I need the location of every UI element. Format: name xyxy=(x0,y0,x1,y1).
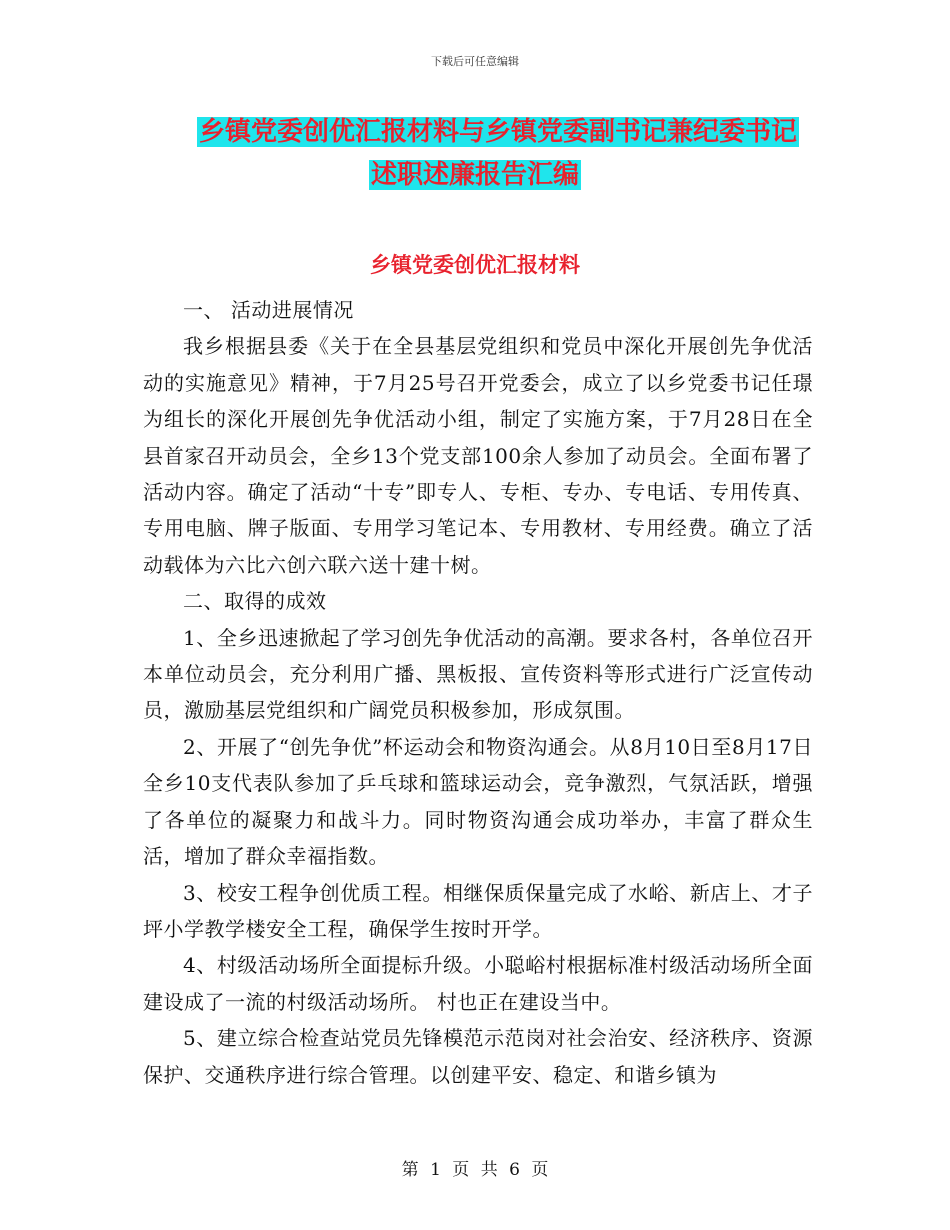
heading-results: 二、取得的成效 xyxy=(183,589,327,614)
page-footer: 第 1 页 共 6 页 xyxy=(401,1160,549,1180)
paragraph-result-1: 1、全乡迅速掀起了学习创先争优活动的高潮。要求各村，各单位召开本单位动员会，充分利用广播、黑板报、宣传资料等形式进行广泛宣传动员，激励基层党组织和广阔党员积极参加，形成氛围。 xyxy=(143,625,813,723)
paragraph-result-5: 5、建立综合检查站党员先锋模范示范岗对社会治安、经济秩序、资源保护、交通秩序进行综合管理。以创建平安、稳定、和谐乡镇为 xyxy=(143,1026,813,1087)
paragraph-result-3: 3、校安工程争创优质工程。相继保质保量完成了水峪、新店上、才子坪小学教学楼安全工程，确保学生按时开学。 xyxy=(143,880,813,941)
document-title-line-1-text: 乡镇党委创优汇报材料与乡镇党委副书记兼纪委书记 xyxy=(198,117,797,147)
paragraph-result-2: 2、开展了“创先争优”杯运动会和物资沟通会。从8月10日至8月17日全乡10支代表队参加了乒乓球和篮球运动会，竞争激烈，气氛活跃，增强了各单位的凝聚力和战斗力。同时物资沟通会成功举办，丰富了群众生活，增加了群众幸福指数。 xyxy=(143,734,813,869)
paragraph-result-4: 4、村级活动场所全面提标升级。小聪峪村根据标准村级活动场所全面建设成了一流的村级活动场所。 村也正在建设当中。 xyxy=(143,953,813,1014)
header-note: 下载后可任意编辑 xyxy=(431,55,519,68)
heading-progress: 一、 活动进展情况 xyxy=(183,298,354,322)
section-title: 乡镇党委创优汇报材料 xyxy=(370,253,580,277)
paragraph-background: 我乡根据县委《关于在全县基层党组织和党员中深化开展创先争优活动的实施意见》精神，于7月25号召开党委会，成立了以乡党委书记任璟为组长的深化开展创先争优活动小组，制定了实施方案，于7月28日在全县首家召开动员会，全乡13个党支部100余人参加了动员会。全面布署了活动内容。确定了活动“十专”即专人、专柜、专办、专电话、专用传真、专用电脑、牌子版面、专用学习笔记本、专用教材、专用经费。确立了活动载体为六比六创六联六送十建十树。 xyxy=(143,334,813,577)
document-body xyxy=(143,292,813,1093)
document-title-line-2-text: 述职述廉报告汇编 xyxy=(370,160,579,190)
document-title-line-2 xyxy=(0,155,950,195)
document-title-line-1 xyxy=(23,112,950,152)
